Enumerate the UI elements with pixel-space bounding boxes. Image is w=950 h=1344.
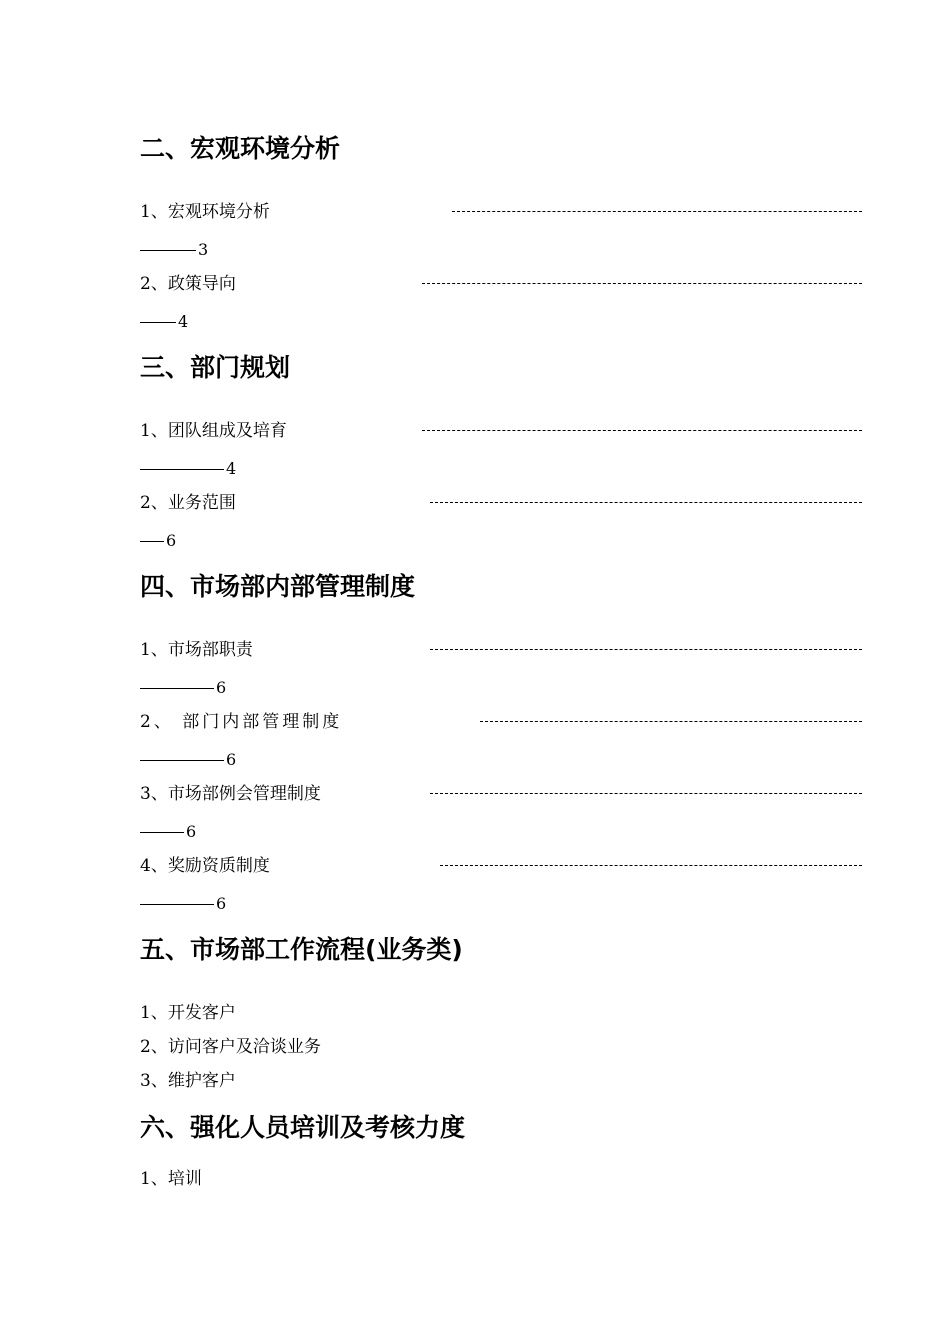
toc-leader-dashes — [430, 649, 862, 650]
toc-leader-dashes — [422, 430, 862, 431]
toc-page-number: 4 — [226, 459, 237, 478]
toc-entry-title: 2、业务范围 — [140, 493, 236, 513]
toc-entry[interactable] — [140, 418, 862, 444]
list-item: 1、开发客户 — [140, 1003, 236, 1023]
toc-entry[interactable] — [140, 199, 862, 225]
toc-entry-title: 4、奖励资质制度 — [140, 856, 270, 876]
toc-entry-continuation — [140, 310, 188, 334]
toc-entry-continuation — [140, 457, 236, 481]
toc-entry-continuation — [140, 820, 196, 844]
toc-entry-continuation — [140, 892, 226, 916]
toc-leader-dashes — [480, 721, 862, 722]
toc-entry-continuation — [140, 529, 176, 553]
toc-page-number: 6 — [166, 531, 177, 550]
toc-page-number: 4 — [178, 312, 189, 331]
toc-entry[interactable] — [140, 853, 862, 879]
section-heading-internal-mgmt: 四、市场部内部管理制度 — [140, 572, 416, 601]
toc-leader-dashes — [422, 283, 862, 284]
toc-leader-dashes — [140, 832, 184, 833]
toc-leader-dashes — [140, 904, 214, 905]
toc-leader-dashes — [140, 688, 214, 689]
toc-entry[interactable] — [140, 271, 862, 297]
toc-entry[interactable] — [140, 637, 862, 663]
toc-leader-dashes — [452, 211, 862, 212]
toc-leader-dashes — [430, 793, 862, 794]
toc-entry[interactable] — [140, 709, 862, 735]
toc-entry-title: 2、政策导向 — [140, 274, 236, 294]
toc-entry[interactable] — [140, 490, 862, 516]
toc-leader-dashes — [140, 469, 224, 470]
toc-entry-title: 1、宏观环境分析 — [140, 202, 270, 222]
toc-leader-dashes — [140, 541, 164, 542]
toc-entry-title: 1、团队组成及培育 — [140, 421, 287, 441]
toc-leader-dashes — [140, 250, 196, 251]
toc-leader-dashes — [430, 502, 862, 503]
toc-entry[interactable] — [140, 781, 862, 807]
section-heading-workflow: 五、市场部工作流程(业务类) — [140, 935, 463, 964]
toc-page-number: 6 — [226, 750, 237, 769]
toc-page-number: 6 — [216, 678, 227, 697]
list-item: 3、维护客户 — [140, 1071, 236, 1091]
toc-entry-continuation — [140, 748, 236, 772]
toc-entry-continuation — [140, 238, 208, 262]
toc-page-number: 6 — [186, 822, 197, 841]
toc-entry-title: 2、 部门内部管理制度 — [140, 712, 343, 732]
toc-entry-title: 1、市场部职责 — [140, 640, 253, 660]
section-heading-training: 六、强化人员培训及考核力度 — [140, 1113, 466, 1142]
toc-leader-dashes — [140, 322, 176, 323]
toc-leader-dashes — [140, 760, 224, 761]
section-heading-dept-plan: 三、部门规划 — [140, 353, 291, 382]
toc-page-number: 6 — [216, 894, 227, 913]
list-item: 2、访问客户及洽谈业务 — [140, 1037, 321, 1057]
toc-page-number: 3 — [198, 240, 209, 259]
toc-leader-dashes — [440, 865, 862, 866]
list-item: 1、培训 — [140, 1169, 202, 1189]
toc-entry-title: 3、市场部例会管理制度 — [140, 784, 321, 804]
toc-entry-continuation — [140, 676, 226, 700]
section-heading-macro: 二、宏观环境分析 — [140, 134, 341, 163]
